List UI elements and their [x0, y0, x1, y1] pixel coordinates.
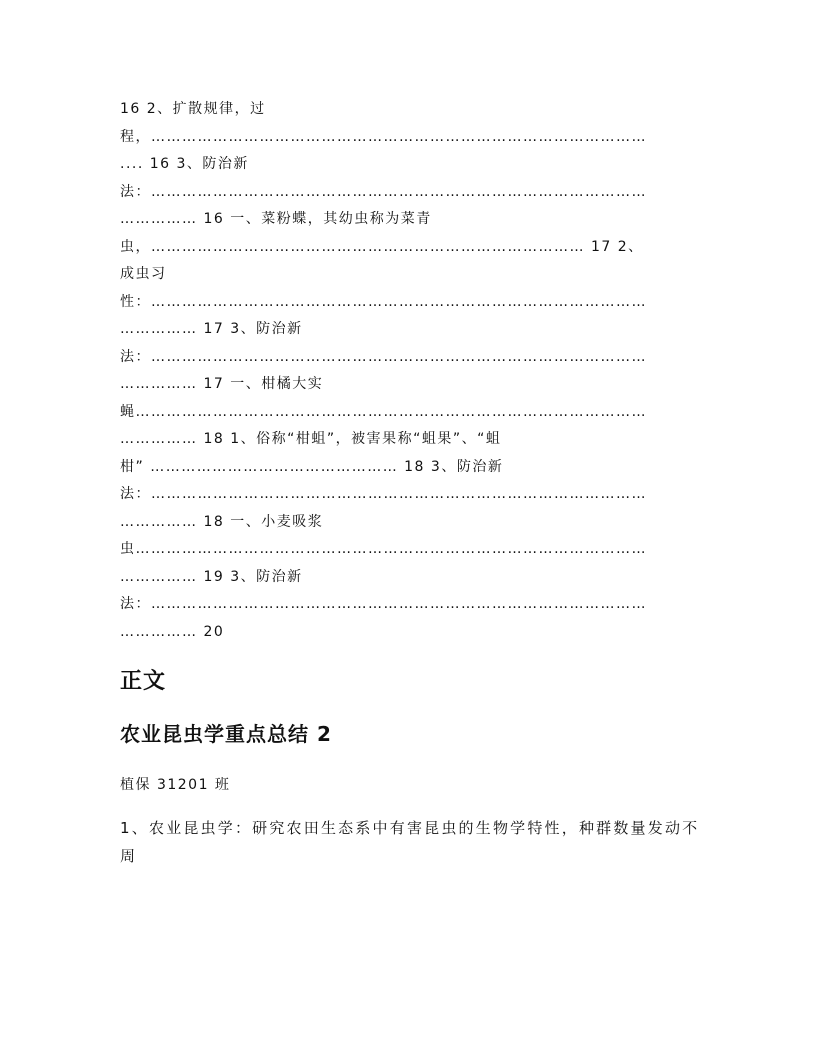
- toc-line: 法：……………………………………………………………………………………: [120, 348, 647, 365]
- toc-line: …………… 18 1、俗称“柑蛆”，被害果称“蛆果”、“蛆: [120, 431, 502, 447]
- toc-line: 成虫习: [120, 266, 167, 282]
- toc-line: …………… 18 一、小麦吸浆: [120, 513, 324, 530]
- toc-line: 蝇………………………………………………………………………………………: [120, 403, 647, 420]
- toc-line: 法：……………………………………………………………………………………: [120, 486, 647, 502]
- toc-line: …………… 17 3、防治新: [120, 321, 303, 337]
- toc-line: 法：……………………………………………………………………………………: [120, 183, 647, 200]
- toc-line: …………… 16 一、菜粉蝶，其幼虫称为菜青: [120, 211, 432, 227]
- document-title: 农业昆虫学重点总结 2: [120, 722, 332, 746]
- toc-line: 性：……………………………………………………………………………………: [120, 293, 647, 310]
- toc-line: …………… 20: [120, 623, 225, 640]
- toc-line: 法：……………………………………………………………………………………: [120, 596, 647, 612]
- toc-line: 虫………………………………………………………………………………………: [120, 541, 647, 557]
- table-of-contents: [120, 96, 700, 646]
- toc-line: 柑” ………………………………………… 18 3、防治新: [120, 458, 504, 475]
- toc-line: …………… 19 3、防治新: [120, 568, 303, 585]
- toc-line: .... 16 3、防治新: [120, 156, 249, 172]
- toc-line: 16 2、扩散规律，过: [120, 101, 266, 117]
- toc-line: 程，……………………………………………………………………………………: [120, 128, 647, 145]
- toc-line: …………… 17 一、柑橘大实: [120, 376, 324, 392]
- body-paragraph: 1、农业昆虫学：研究农田生态系中有害昆虫的生物学特性，种群数量发动不周: [120, 819, 700, 865]
- section-heading: 正文: [120, 669, 167, 694]
- class-label: 植保 31201 班: [120, 777, 231, 793]
- toc-line: 虫，………………………………………………………………………… 17 2、: [120, 238, 644, 255]
